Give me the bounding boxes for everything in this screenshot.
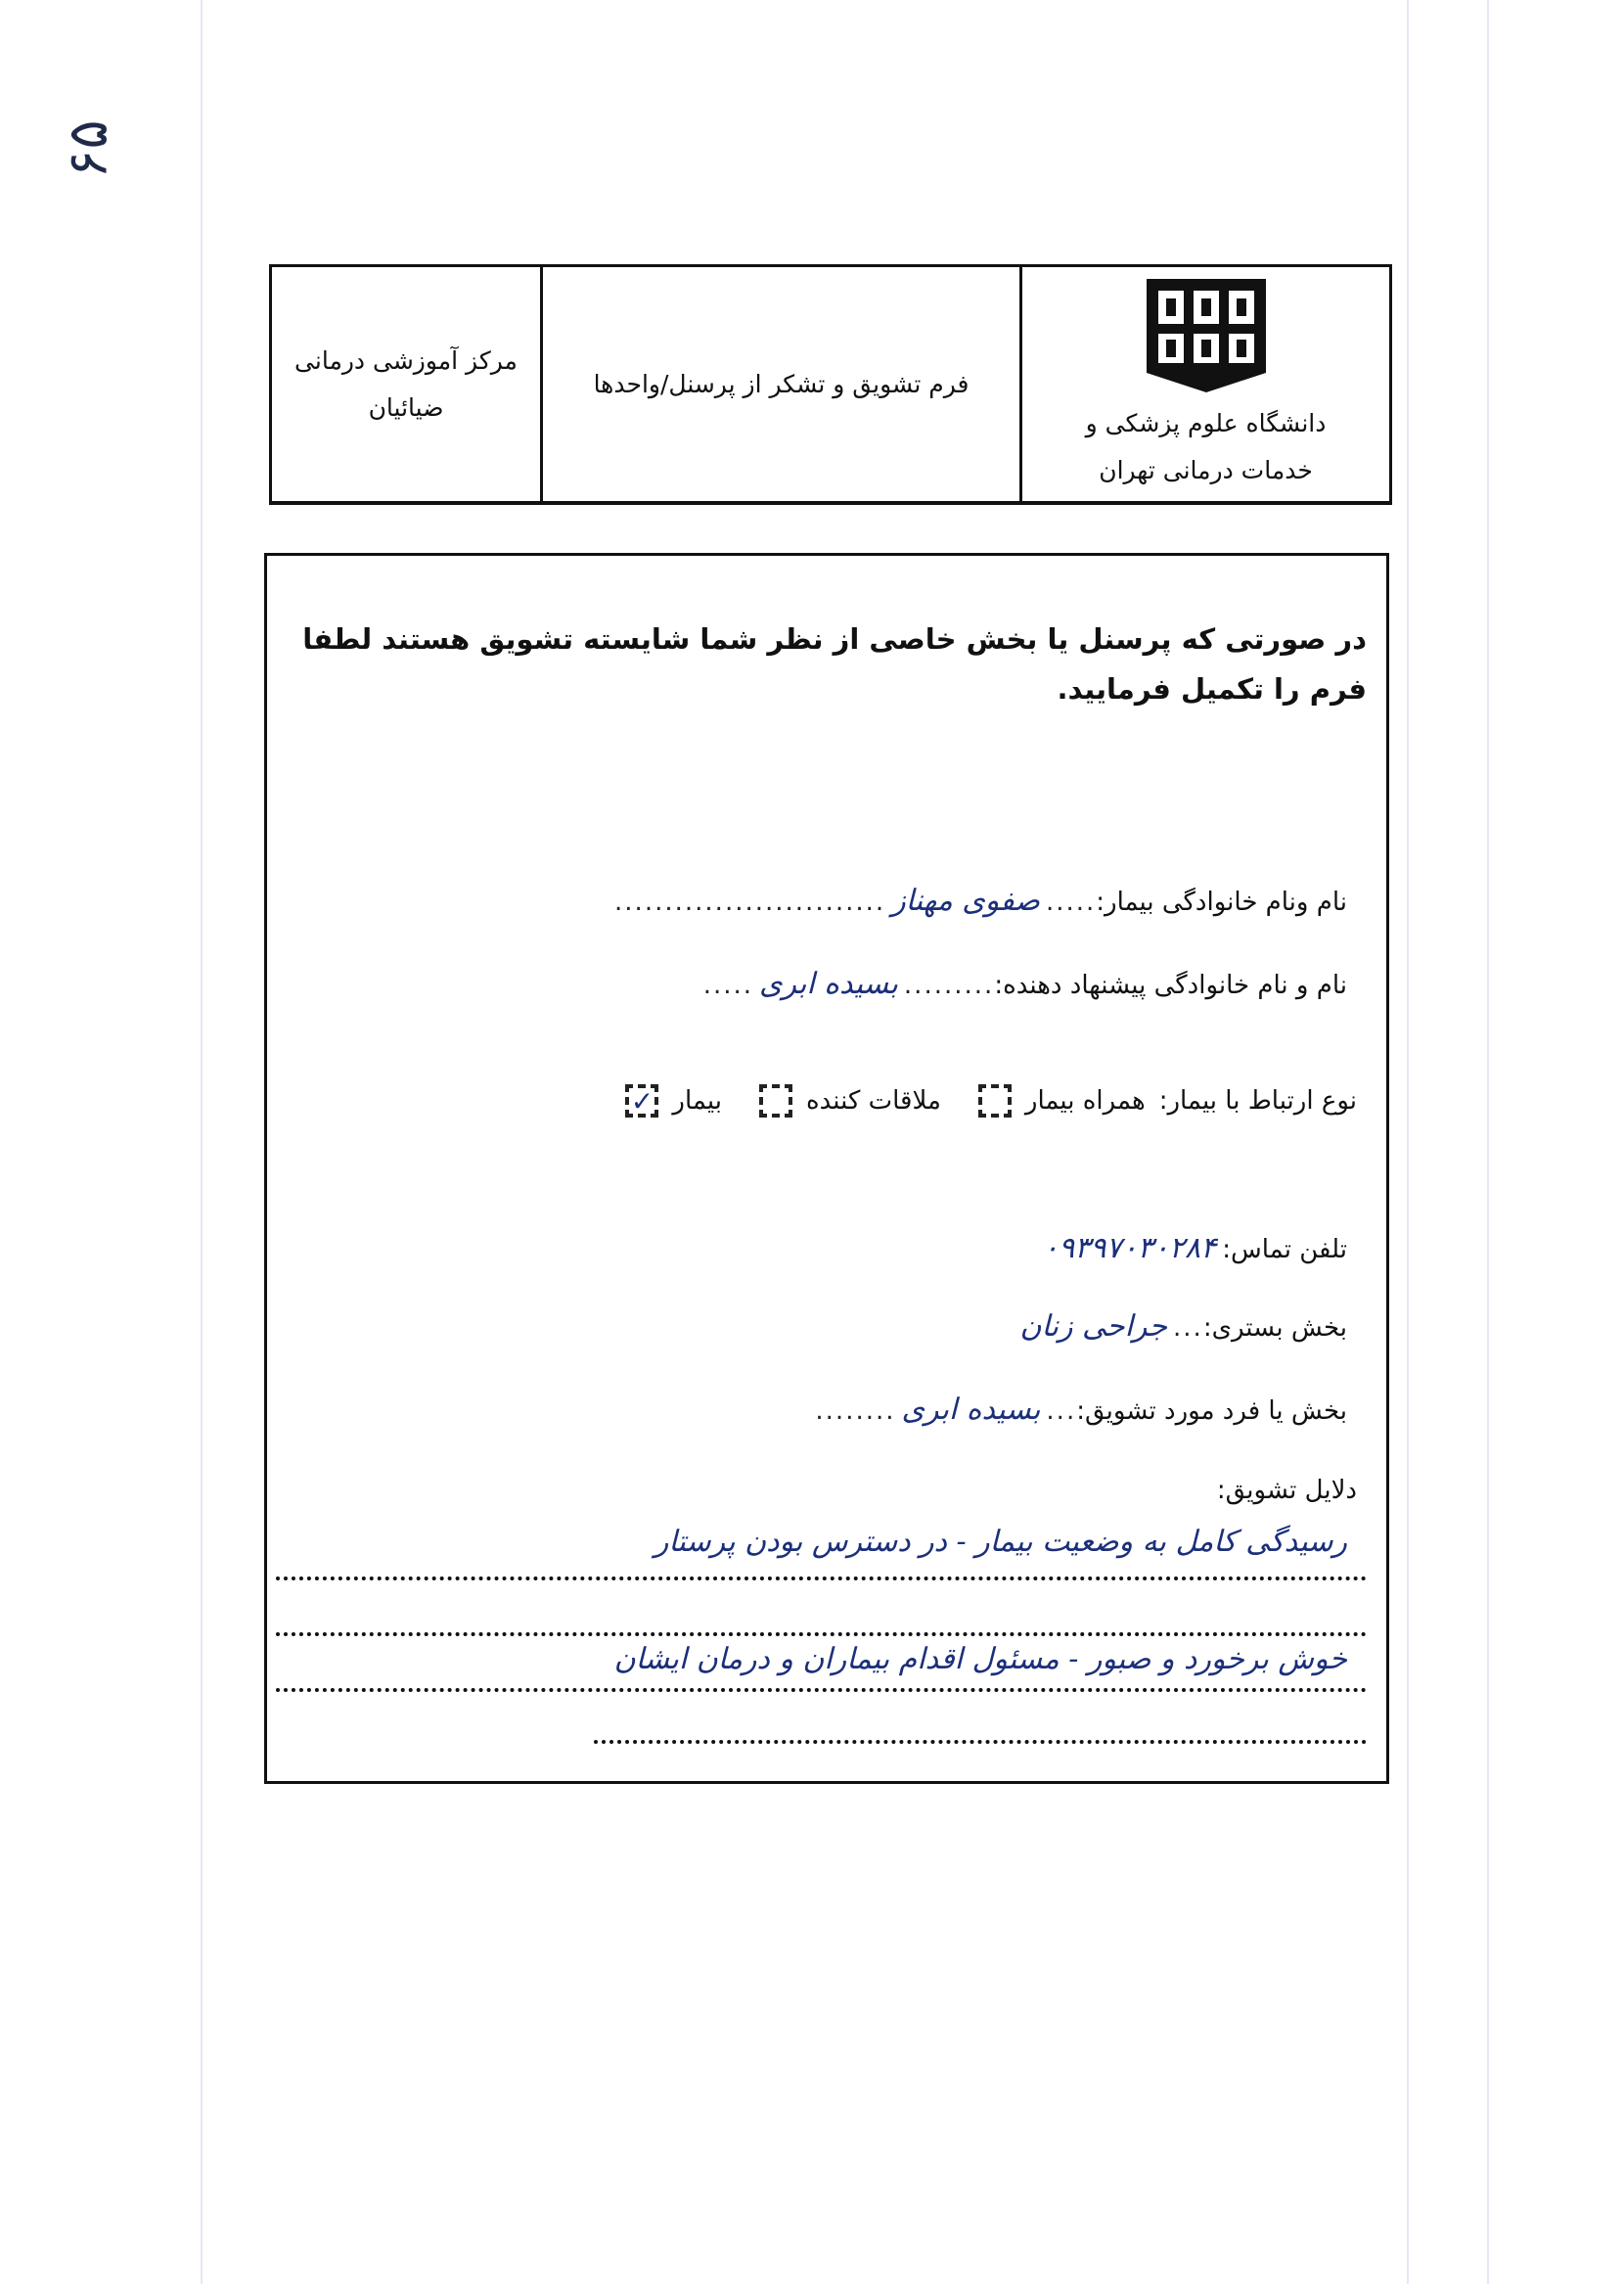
relation-option-patient-label: بیمار — [672, 1086, 723, 1116]
check-icon: ✓ — [630, 1084, 654, 1118]
patient-name-label: نام ونام خانوادگی بیمار: — [1096, 888, 1347, 917]
university-name-line2: خدمات درمانی تهران — [1099, 455, 1313, 484]
relation-label: نوع ارتباط با بیمار: — [1158, 1086, 1357, 1116]
university-logo — [1143, 275, 1270, 394]
dots: ... — [1173, 1313, 1203, 1343]
reason-text-3[interactable]: خوش برخورد و صبور - مسئول اقدام بیماران و درمان ایشان — [613, 1642, 1347, 1676]
relation-option-visitor-label: ملاقات کننده — [806, 1086, 941, 1116]
center-name-line1: مرکز آموزشی درمانی — [294, 346, 518, 375]
university-cell — [1019, 267, 1389, 501]
relation-field — [625, 1084, 1357, 1118]
reason-line — [276, 1632, 1367, 1636]
reason-line — [276, 1576, 1367, 1580]
suggester-name-field — [703, 967, 1347, 1001]
ward-field — [1015, 1309, 1348, 1344]
encouraged-field — [815, 1393, 1347, 1427]
ward-value[interactable]: جراحی زنان — [1019, 1309, 1168, 1344]
relation-option-visitor-checkbox[interactable] — [759, 1084, 792, 1118]
scan-line — [1487, 0, 1489, 2284]
dots: ........................... — [614, 888, 886, 917]
center-name-line2: ضیائیان — [368, 392, 444, 422]
form-title: فرم تشویق و تشکر از پرسنل/واحدها — [593, 369, 970, 398]
dots: ... — [1046, 1396, 1077, 1426]
encouraged-value[interactable]: بسیده ابری — [901, 1393, 1041, 1427]
reason-line — [594, 1740, 1367, 1744]
form-body — [264, 553, 1389, 1784]
suggester-name-value[interactable]: بسیده ابری — [759, 967, 898, 1001]
ward-label: بخش بستری: — [1202, 1313, 1347, 1343]
center-cell — [272, 267, 540, 501]
relation-option-patient-checkbox[interactable] — [625, 1084, 658, 1118]
dots: ........ — [815, 1396, 896, 1426]
relation-option-companion-label: همراه بیمار — [1024, 1086, 1146, 1116]
form-title-cell — [540, 267, 1019, 501]
phone-value[interactable]: ۰۹۳۹۷۰۳۰۲۸۴ — [1043, 1231, 1217, 1265]
intro-text: در صورتی که پرسنل یا بخش خاصی از نظر شما شایسته تشویق هستند لطفا فرم را تکمیل فرمایید. — [302, 622, 1367, 706]
reasons-label: دلایل تشویق: — [1216, 1476, 1357, 1505]
suggester-name-label: نام و نام خانوادگی پیشنهاد دهنده: — [994, 971, 1347, 1000]
patient-name-value[interactable]: صفوی مهناز — [891, 884, 1040, 918]
university-name-line1: دانشگاه علوم پزشکی و — [1085, 409, 1327, 437]
reason-text-1[interactable]: رسیدگی کامل به وضعیت بیمار - در دسترس بودن پرستار — [654, 1525, 1347, 1559]
encouraged-label: بخش یا فرد مورد تشویق: — [1076, 1396, 1347, 1426]
scan-line — [201, 0, 203, 2284]
patient-name-field — [614, 884, 1347, 918]
scan-line — [1407, 0, 1409, 2284]
dots: ..... — [702, 971, 754, 1000]
relation-option-companion-checkbox[interactable] — [978, 1084, 1012, 1118]
reason-line — [276, 1688, 1367, 1692]
dots: ..... — [1045, 888, 1097, 917]
form-header — [269, 264, 1392, 505]
phone-field — [1037, 1231, 1347, 1265]
phone-label: تلفن تماس: — [1222, 1235, 1347, 1264]
page-number: ۶۵ — [56, 119, 120, 179]
dots: ......... — [903, 971, 995, 1000]
